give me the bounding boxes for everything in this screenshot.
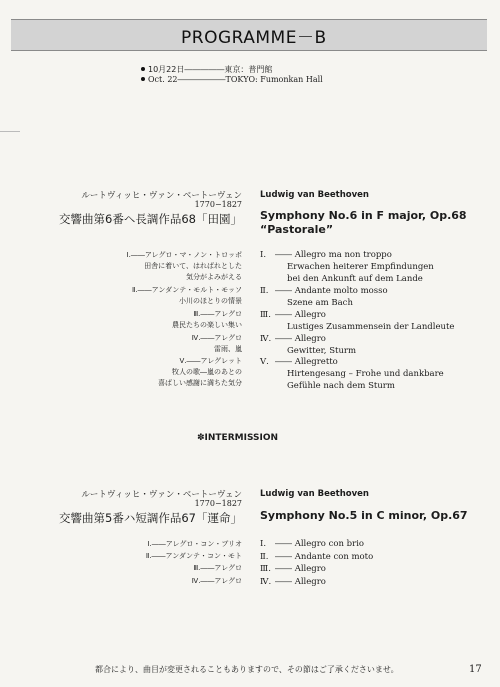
movement-desc-en: Szene am Bach (287, 298, 353, 308)
movement-en (260, 333, 356, 357)
movement-desc-jp: 田舎に着いて、はればれとした (144, 262, 242, 270)
movement-en (260, 309, 454, 333)
movement-en (260, 563, 326, 575)
work-subtitle-en: “Pastorale” (260, 223, 334, 236)
movement-desc-en: bei den Ankunft auf dem Lande (287, 274, 423, 284)
composer-name-jp: ルートヴィッヒ・ヴァン・ベートーヴェン (81, 490, 242, 500)
movement-tempo-jp: Ⅲ.――アレグロ (193, 310, 242, 318)
movement-desc-en: Lustiges Zusammensein der Landleute (287, 322, 455, 332)
movement-en (260, 249, 434, 285)
movement-number: Ⅰ. (260, 250, 267, 260)
movement-tempo-en: ―― Andante con moto (275, 552, 374, 562)
movement-jp (192, 333, 242, 355)
venue-date: Oct. 22 (148, 75, 178, 84)
movement-desc-en: Gefühle nach dem Sturm (287, 381, 395, 391)
movement-desc-en: Hirtengesang – Frohe und dankbare (287, 369, 444, 379)
composer-years: 1770−1827 (194, 499, 242, 508)
movement-tempo-jp: Ⅴ.――アレグレット (179, 357, 242, 365)
page-title: PROGRAMME－B (181, 28, 327, 48)
movement-tempo-jp: Ⅲ.――アレグロ (193, 564, 242, 572)
movement-desc-jp: 農民たちの楽しい集い (172, 321, 242, 329)
movement-number: Ⅳ. (260, 577, 272, 587)
movement-en (260, 551, 373, 563)
work-title-jp: 交響曲第5番ハ短調作品67「運命」 (59, 511, 242, 525)
composer-years: 1770−1827 (194, 200, 242, 209)
movement-jp (193, 563, 242, 574)
movement-jp (132, 285, 242, 307)
movement-jp (127, 250, 242, 283)
movement-number: Ⅳ. (260, 334, 272, 344)
programme-banner (11, 19, 487, 51)
movement-desc-en: Gewitter, Sturm (287, 346, 357, 356)
work-title-en: Symphony No.5 in C minor, Op.67 (260, 509, 468, 522)
composer-name-en: Ludwig van Beethoven (260, 489, 369, 499)
movement-tempo-en: ―― Allegro (275, 577, 326, 587)
movement-tempo-jp: Ⅰ.――アレグロ・マ・ノン・トロッポ (126, 251, 242, 259)
movement-desc-jp: 気分がよみがえる (186, 273, 242, 281)
movement-tempo-jp: Ⅱ.――アンダンテ・コン・モト (145, 552, 242, 560)
movement-tempo-en: ―― Allegro con brio (275, 539, 365, 549)
movement-desc-jp: 喜ばしい感謝に満ちた気分 (158, 379, 242, 387)
movement-number: Ⅱ. (260, 286, 269, 296)
page-number: 17 (469, 664, 482, 675)
movement-en (260, 356, 444, 392)
movement-desc-en: Erwachen heiterer Empfindungen (287, 262, 434, 272)
composer-name-jp: ルートヴィッヒ・ヴァン・ベートーヴェン (81, 191, 242, 201)
venue-place: 東京：普門館 (224, 65, 273, 74)
movement-tempo-jp: Ⅱ.――アンダンテ・モルト・モッソ (132, 286, 242, 294)
venue-place: TOKYO: Fumonkan Hall (225, 75, 323, 84)
bullet-icon (141, 67, 145, 71)
movement-en (260, 576, 326, 588)
work-title-jp: 交響曲第6番ヘ長調作品68「田園」 (59, 212, 242, 226)
venue-line-en (141, 75, 323, 84)
venue-dash: ――――― (184, 65, 225, 74)
movement-en (260, 538, 364, 550)
venue-dash: ―――――― (177, 75, 226, 84)
movement-jp (158, 356, 242, 389)
movement-en (260, 285, 388, 309)
movement-jp (172, 309, 242, 331)
movement-desc-jp: 小川のほとりの情景 (179, 297, 242, 305)
movement-desc-jp: 牧人の歌―嵐のあとの (172, 368, 242, 376)
bullet-icon (141, 77, 145, 81)
movement-tempo-en: ―― Allegretto (275, 357, 338, 367)
movement-tempo-en: ―― Allegro (275, 310, 326, 320)
work-title-en: Symphony No.6 in F major, Op.68 (260, 209, 467, 222)
venue-line-jp (141, 64, 272, 75)
movement-number: Ⅰ. (260, 539, 267, 549)
intermission-label: ✽INTERMISSION (197, 433, 279, 443)
movement-tempo-en: ―― Andante molto mosso (275, 286, 388, 296)
movement-tempo-en: ―― Allegro (275, 564, 326, 574)
footer-note: 都合により、曲目が変更されることもありますので、その節はご了承くださいませ。 (95, 665, 399, 674)
movement-number: Ⅲ. (260, 564, 271, 574)
movement-desc-jp: 雷雨、嵐 (214, 345, 242, 353)
movement-tempo-jp: Ⅳ.――アレグロ (191, 334, 242, 342)
movement-tempo-jp: Ⅳ.――アレグロ (191, 577, 242, 585)
movement-number: Ⅲ. (260, 310, 271, 320)
margin-mark (0, 131, 20, 132)
movement-tempo-en: ―― Allegro (275, 334, 326, 344)
movement-tempo-en: ―― Allegro ma non troppo (275, 250, 392, 260)
movement-jp (192, 576, 242, 587)
composer-name-en: Ludwig van Beethoven (260, 190, 369, 200)
movement-jp (146, 551, 242, 562)
venue-date: 10月22日 (148, 65, 185, 74)
movement-number: Ⅱ. (260, 552, 269, 562)
movement-jp (147, 539, 242, 550)
movement-number: Ⅴ. (260, 357, 269, 367)
movement-tempo-jp: Ⅰ.――アレグロ・コン・ブリオ (147, 540, 242, 548)
